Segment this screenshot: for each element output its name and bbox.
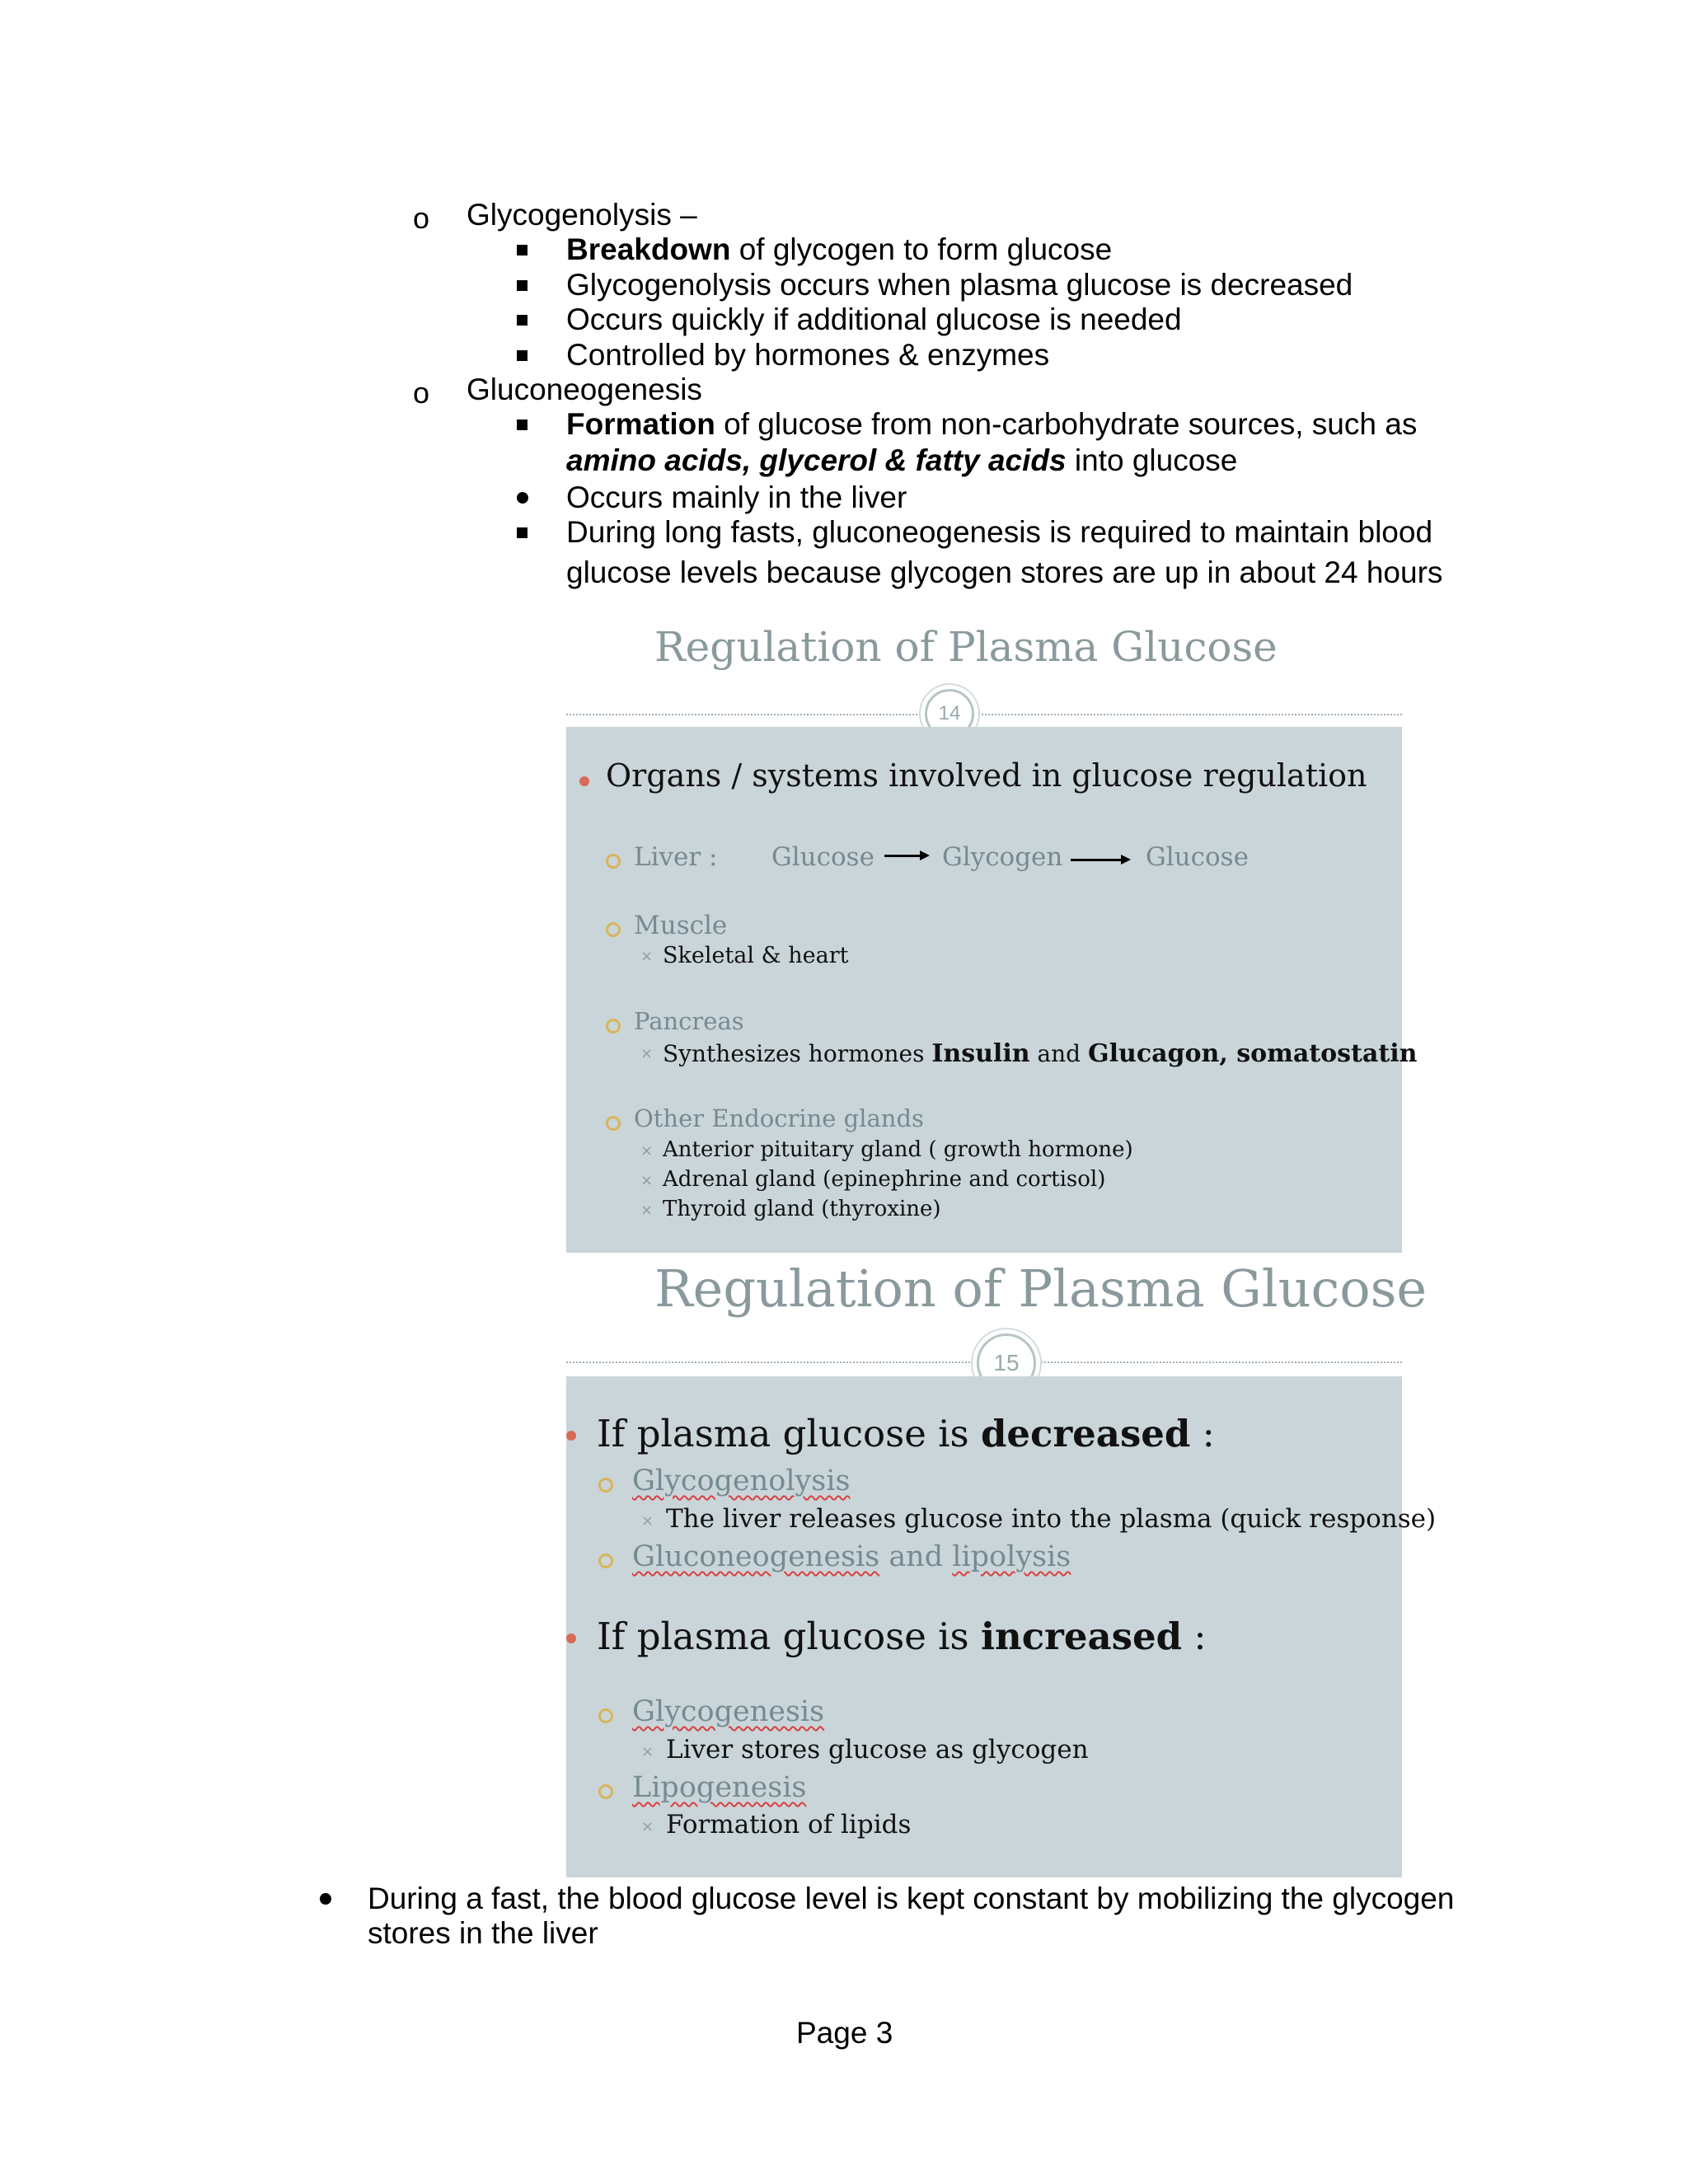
gluconeogenesis-heading: Gluconeogenesis — [467, 373, 702, 406]
dot-bullet-icon — [517, 492, 528, 504]
liver-step-glucose-2: Glucose — [1146, 842, 1249, 872]
slide-heading: Organs / systems involved in glucose regulation — [606, 757, 1367, 794]
x-bullet-icon: × — [640, 1202, 654, 1219]
slide-body — [566, 727, 1418, 1253]
glycogenolysis-heading: Glycogenolysis – — [467, 198, 697, 232]
slide-title: Regulation of Plasma Glucose — [654, 623, 1278, 671]
square-bullet-icon — [517, 315, 528, 326]
bullet-icon — [579, 776, 589, 786]
glycogenesis-item: Glycogenesis — [632, 1695, 825, 1728]
square-bullet-icon — [517, 419, 528, 430]
list-item: Glycogenolysis occurs when plasma glucose is decreased — [566, 268, 1353, 302]
glycogenesis-sub: Liver stores glucose as glycogen — [666, 1735, 1089, 1765]
circle-bullet-icon: o — [413, 201, 430, 235]
ring-bullet-icon — [598, 1554, 613, 1568]
circle-bullet-icon: o — [413, 376, 430, 410]
list-item-continuation: amino acids, glycerol & fatty acids into glucose — [566, 443, 1238, 477]
increased-heading: If plasma glucose is increased : — [597, 1615, 1207, 1658]
list-item: Breakdown of glycogen to form glucose — [566, 232, 1113, 266]
muscle-sub: Skeletal & heart — [663, 943, 849, 968]
bullet-icon — [566, 1431, 576, 1441]
ring-bullet-icon — [606, 922, 621, 937]
ring-bullet-icon — [598, 1784, 613, 1799]
lipogenesis-sub: Formation of lipids — [666, 1810, 912, 1840]
lipogenesis-item: Lipogenesis — [632, 1771, 807, 1804]
decreased-heading: If plasma glucose is decreased : — [597, 1412, 1215, 1455]
endocrine-sub: Thyroid gland (thyroxine) — [663, 1197, 941, 1221]
list-item-continuation: glucose levels because glycogen stores are up in about 24 hours — [566, 555, 1443, 589]
list-item: Occurs mainly in the liver — [566, 480, 907, 514]
x-bullet-icon: × — [641, 1512, 654, 1530]
arrow-right-icon — [1071, 859, 1128, 861]
x-bullet-icon: × — [640, 1172, 654, 1189]
square-bullet-icon — [517, 245, 528, 255]
liver-step-glycogen: Glycogen — [942, 842, 1063, 872]
slide-title: Regulation of Plasma Glucose — [654, 1258, 1428, 1319]
final-bullet-line1: During a fast, the blood glucose level is kept constant by mobilizing the glycogen — [368, 1882, 1455, 1915]
muscle-label: Muscle — [634, 911, 728, 940]
square-bullet-icon — [517, 527, 528, 538]
x-bullet-icon: × — [641, 1743, 654, 1760]
slide-number-badge: 14 — [925, 689, 974, 738]
square-bullet-icon — [517, 280, 528, 291]
ring-bullet-icon — [598, 1478, 613, 1493]
ring-bullet-icon — [606, 854, 621, 869]
glycogenolysis-item: Glycogenolysis — [632, 1465, 851, 1497]
ring-bullet-icon — [598, 1708, 613, 1723]
endocrine-sub: Adrenal gland (epinephrine and cortisol) — [663, 1167, 1106, 1192]
bullet-icon — [566, 1633, 576, 1643]
x-bullet-icon: × — [640, 1142, 654, 1160]
endocrine-sub: Anterior pituitary gland ( growth hormone) — [663, 1137, 1133, 1162]
pancreas-sub: Synthesizes hormones Insulin and Glucagon, somatostatin — [663, 1039, 1418, 1068]
liver-label: Liver : — [634, 842, 718, 872]
ring-bullet-icon — [606, 1116, 621, 1131]
liver-step-glucose: Glucose — [771, 842, 874, 872]
list-item: During long fasts, gluconeogenesis is required to maintain blood — [566, 515, 1433, 549]
list-item: Formation of glucose from non-carbohydrate sources, such as — [566, 407, 1418, 441]
page-number: Page 3 — [796, 2016, 893, 2050]
list-item: Occurs quickly if additional glucose is needed — [566, 302, 1182, 336]
slide-body — [566, 1376, 1437, 1877]
ring-bullet-icon — [606, 1019, 621, 1033]
pancreas-label: Pancreas — [634, 1007, 744, 1035]
endocrine-label: Other Endocrine glands — [634, 1104, 924, 1132]
x-bullet-icon: × — [640, 1045, 654, 1062]
title-divider — [566, 714, 1402, 715]
square-bullet-icon — [517, 350, 528, 361]
arrow-right-icon — [884, 855, 927, 857]
list-item: Controlled by hormones & enzymes — [566, 338, 1050, 372]
dot-bullet-icon — [320, 1893, 331, 1905]
x-bullet-icon: × — [641, 1818, 654, 1835]
gluconeogenesis-item: Gluconeogenesis and lipolysis — [632, 1540, 1071, 1573]
final-bullet-line2: stores in the liver — [368, 1916, 598, 1950]
x-bullet-icon: × — [640, 948, 654, 965]
slide-number-badge: 15 — [977, 1333, 1036, 1393]
glycogenolysis-sub: The liver releases glucose into the plasma (quick response) — [666, 1504, 1437, 1534]
